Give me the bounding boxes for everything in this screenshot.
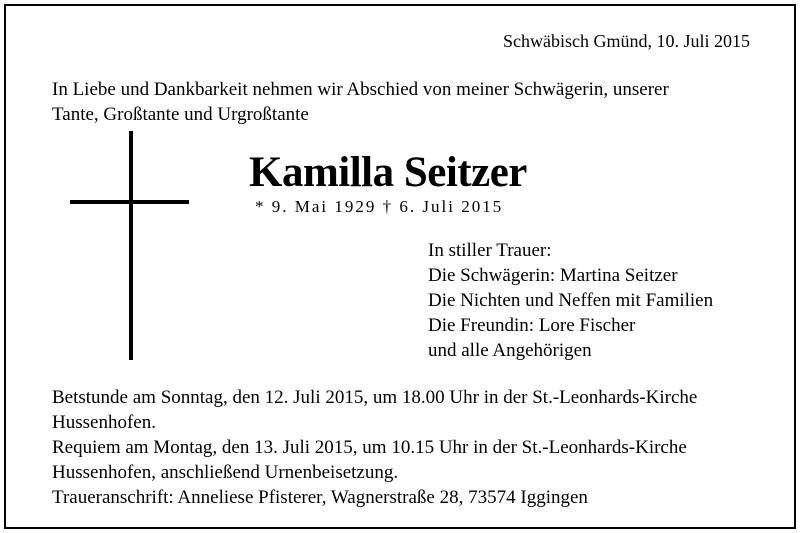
intro-line: Tante, Großtante und Urgroßtante <box>52 104 309 125</box>
deceased-name: Kamilla Seitzer <box>249 149 527 196</box>
mourner-line: Die Freundin: Lore Fischer <box>428 315 636 336</box>
intro-text <box>52 77 752 127</box>
life-dates: * 9. Mai 1929 † 6. Juli 2015 <box>255 197 504 216</box>
mourners-intro: In stiller Trauer: <box>428 240 552 261</box>
service-line: Requiem am Montag, den 13. Juli 2015, um 10.15 Uhr in der St.-Leonhards-Kirche <box>52 437 687 458</box>
mourner-line: Die Nichten und Neffen mit Familien <box>428 290 714 311</box>
place-date: Schwäbisch Gmünd, 10. Juli 2015 <box>503 31 750 51</box>
cross-icon <box>129 131 133 360</box>
mourner-line: Die Schwägerin: Martina Seitzer <box>428 265 678 286</box>
service-line: Betstunde am Sonntag, den 12. Juli 2015, um 18.00 Uhr in der St.-Leonhards-Kirche <box>52 387 698 408</box>
mourner-line: und alle Angehörigen <box>428 340 592 361</box>
cross-icon-bar <box>70 200 189 204</box>
service-line: Hussenhofen. <box>52 412 156 433</box>
service-details <box>52 385 772 510</box>
intro-line: In Liebe und Dankbarkeit nehmen wir Abschied von meiner Schwägerin, unserer <box>52 79 669 100</box>
mourners-list <box>428 238 713 363</box>
service-line: Hussenhofen, anschließend Urnenbeisetzung. <box>52 462 399 483</box>
mourning-address: Traueranschrift: Anneliese Pfisterer, Wagnerstraße 28, 73574 Iggingen <box>52 487 588 508</box>
